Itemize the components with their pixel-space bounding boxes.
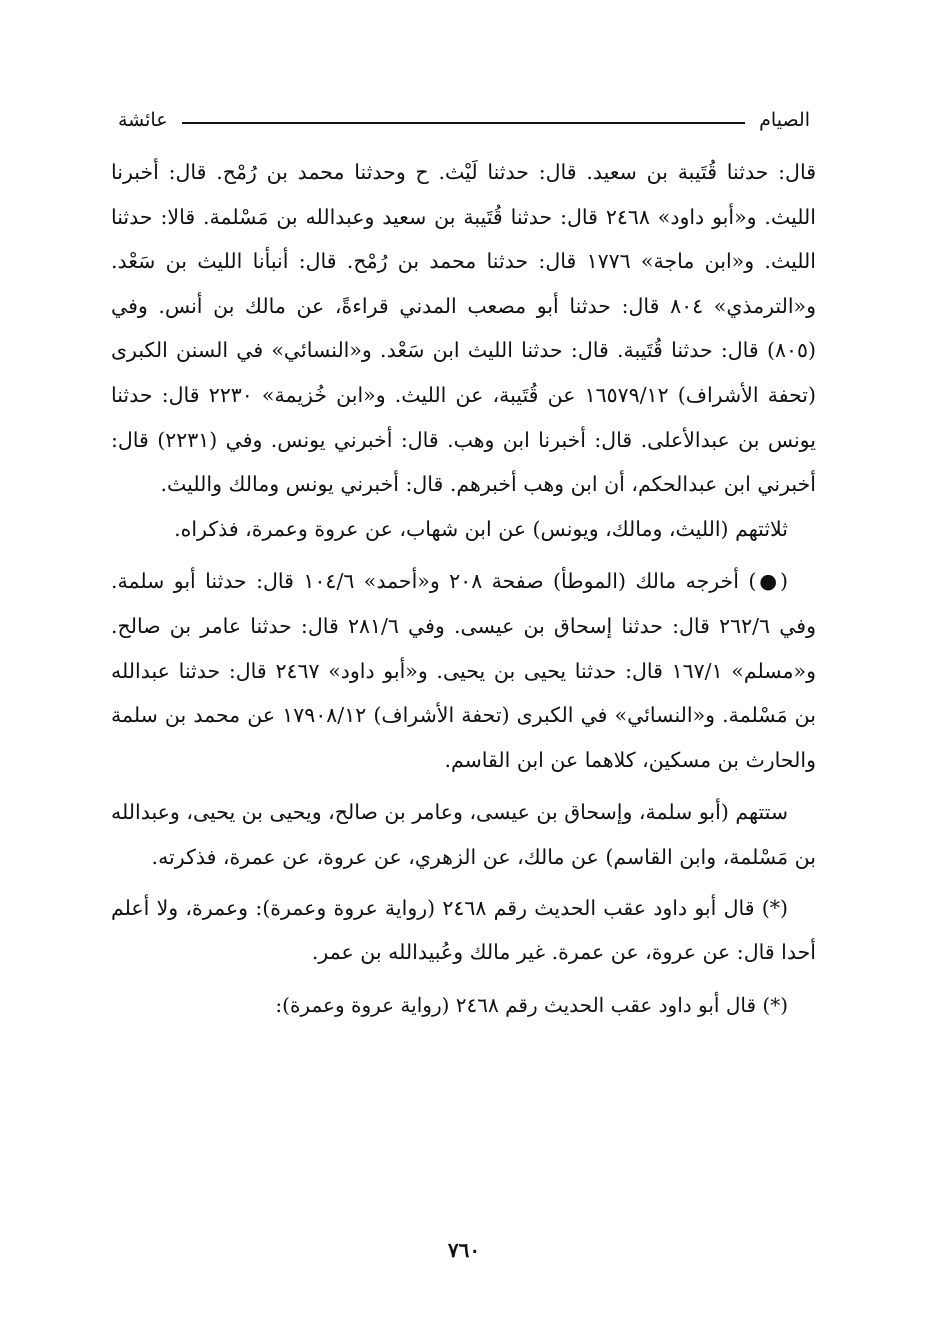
summary-paragraph: ثلاثتهم (الليث، ومالك، ويونس) عن ابن شهاب، عن عروة وعمرة، فذكراه. [174,516,788,541]
hadith-chain-paragraph: قال: حدثنا قُتَيبة بن سعيد. قال: حدثنا لَيْث. ح وحدثنا محمد بن رُمْح. قال: أخبرنا الليث. و«أبو داود» ٢٤٦٨ قال: حدثنا قُتَيبة بن سعيد وعبدالله بن مَسْلمة. قالا: حدثنا الليث. و«ابن ماجة» ١٧٧٦ قال: حدثنا محمد بن رُمْح. قال: أنبأنا الليث بن سَعْد. و«الترمذي» ٨٠٤ قال: حدثنا أبو مصعب المدني قراءةً، عن مالك بن أنس. وفي (٨٠٥) قال: حدثنا قُتَيبة. قال: حدثنا الليث ابن سَعْد. و«النسائي» في السنن الكبرى (تحفة الأشراف) ١٦٥٧٩/١٢ عن قُتَيبة، عن الليث. و«ابن خُزيمة» ٢٢٣٠ قال: حدثنا يونس بن عبدالأعلى. قال: أخبرنا ابن وهب. قال: أخبرني يونس. وفي (٢٢٣١) قال: أخبرني ابن عبدالحكم، أن ابن وهب أخبرهم. قال: أخبرني يونس ومالك والليث. [111,160,817,497]
takhrij-paragraph: (●) أخرجه مالك (الموطأ) صفحة ٢٠٨ و«أحمد» ١٠٤/٦ قال: حدثنا أبو سلمة. وفي ٢٦٢/٦ قال: حدثنا إسحاق بن عيسى. وفي ٢٨١/٦ قال: حدثنا عامر بن صالح. و«مسلم» ١٦٧/١ قال: حدثنا يحيى بن يحيى. و«أبو داود» ٢٤٦٧ قال: حدثنا عبدالله بن مَسْلمة. و«النسائي» في الكبرى (تحفة الأشراف) ١٧٩٠٨/١٢ عن محمد بن سلمة والحارث بن مسكين، كلاهما عن ابن القاسم. [111,569,816,772]
page-number: ٧٦٠ [447,1238,481,1262]
footnote-paragraph: (*) قال أبو داود عقب الحديث رقم ٢٤٦٨ (رواية عروة وعمرة): وعمرة، ولا أعلم أحدا قال: عن عروة، عن عمرة. غير مالك وعُبيدالله بن عمر. [111,895,816,965]
footnote-paragraph-2: (*) قال أبو داود عقب الحديث رقم ٢٤٦٨ (رواية عروة وعمرة): [275,992,788,1017]
chapter-title: الصيام [759,109,810,131]
running-header [118,100,810,140]
narrator-title: عائشة [118,109,168,131]
body-text [111,150,816,1027]
header-rule [182,122,746,124]
summary-paragraph-2: ستتهم (أبو سلمة، وإسحاق بن عيسى، وعامر بن صالح، ويحيى بن يحيى، وعبدالله بن مَسْلمة، وابن القاسم) عن مالك، عن الزهري، عن عروة، عن عمرة، فذكرته. [111,800,816,869]
